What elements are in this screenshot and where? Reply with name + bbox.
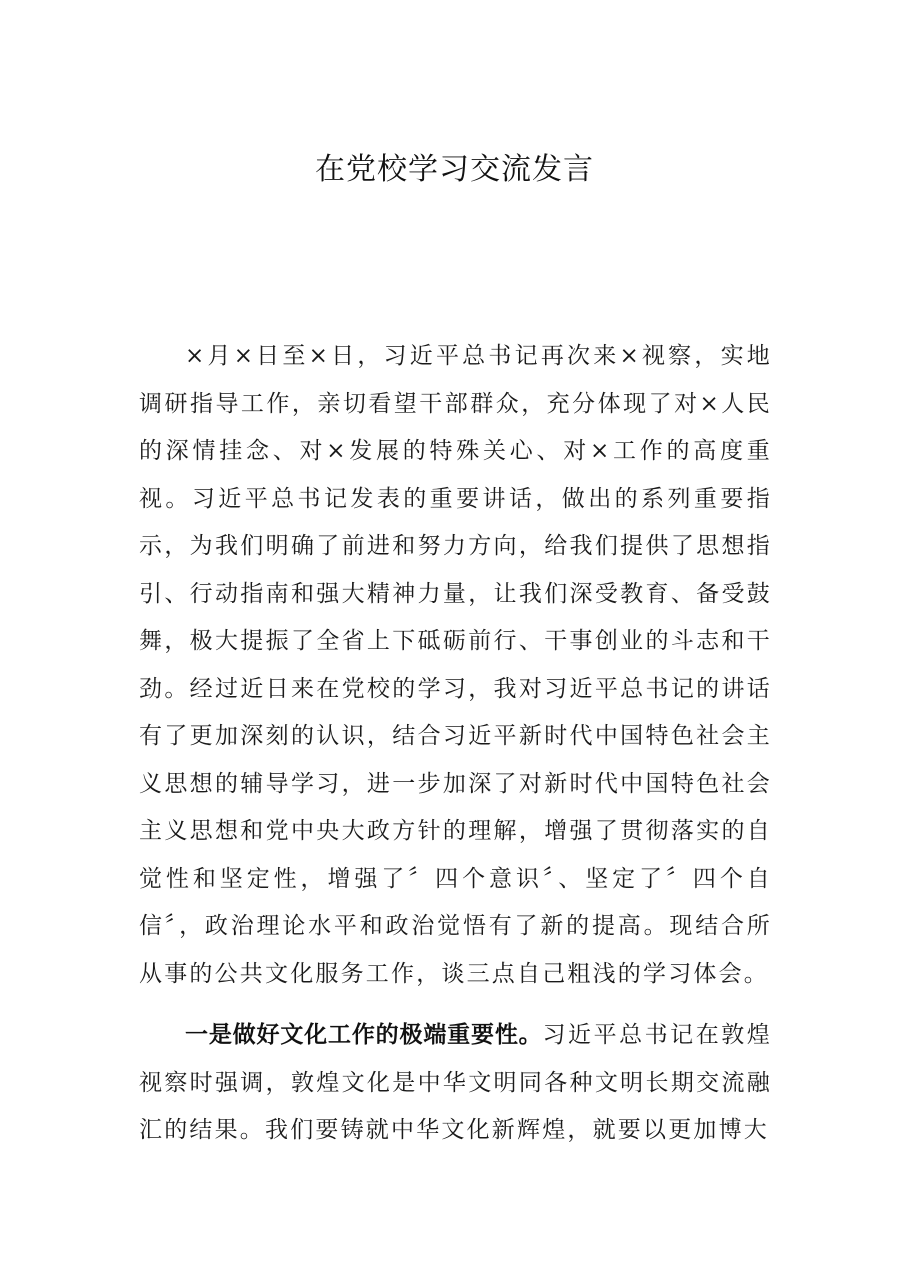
paragraph-lead-heading: 一是做好文化工作的极端重要性。 (185, 1022, 543, 1048)
document-title: 在党校学习交流发言 (315, 152, 594, 187)
body-paragraph-point-one (139, 1012, 772, 1155)
body-paragraph: ×月×日至×日，习近平总书记再次来×视察，实地调研指导工作，亲切看望干部群众，充分体现了对×人民的深情挂念、对×发展的特殊关心、对×工作的高度重视。习近平总书记发表的重要讲话，做出的系列重要指示，为我们明确了前进和努力方向，给我们提供了思想指引、行动指南和强大精神力量，让我们深受教育、备受鼓舞，极大提振了全省上下砥砺前行、干事创业的斗志和干劲。经过近日来在党校的学习，我对习近平总书记的讲话有了更加深刻的认识，结合习近平新时代中国特色社会主义思想的辅导学习，进一步加深了对新时代中国特色社会主义思想和党中央大政方针的理解，增强了贯彻落实的自觉性和坚定性，增强了〞四个意识〞、坚定了〞四个自信〞，政治理论水平和政治觉悟有了新的提高。现结合所从事的公共文化服务工作，谈三点自己粗浅的学习体会。 (139, 343, 772, 987)
paragraph-text: 习近平总书记在敦煌视察时强调，敦煌文化是中华文明同各种文明长期交流融汇的结果。我们要铸就中华文化新辉煌，就要以更加博大 (139, 1022, 772, 1143)
